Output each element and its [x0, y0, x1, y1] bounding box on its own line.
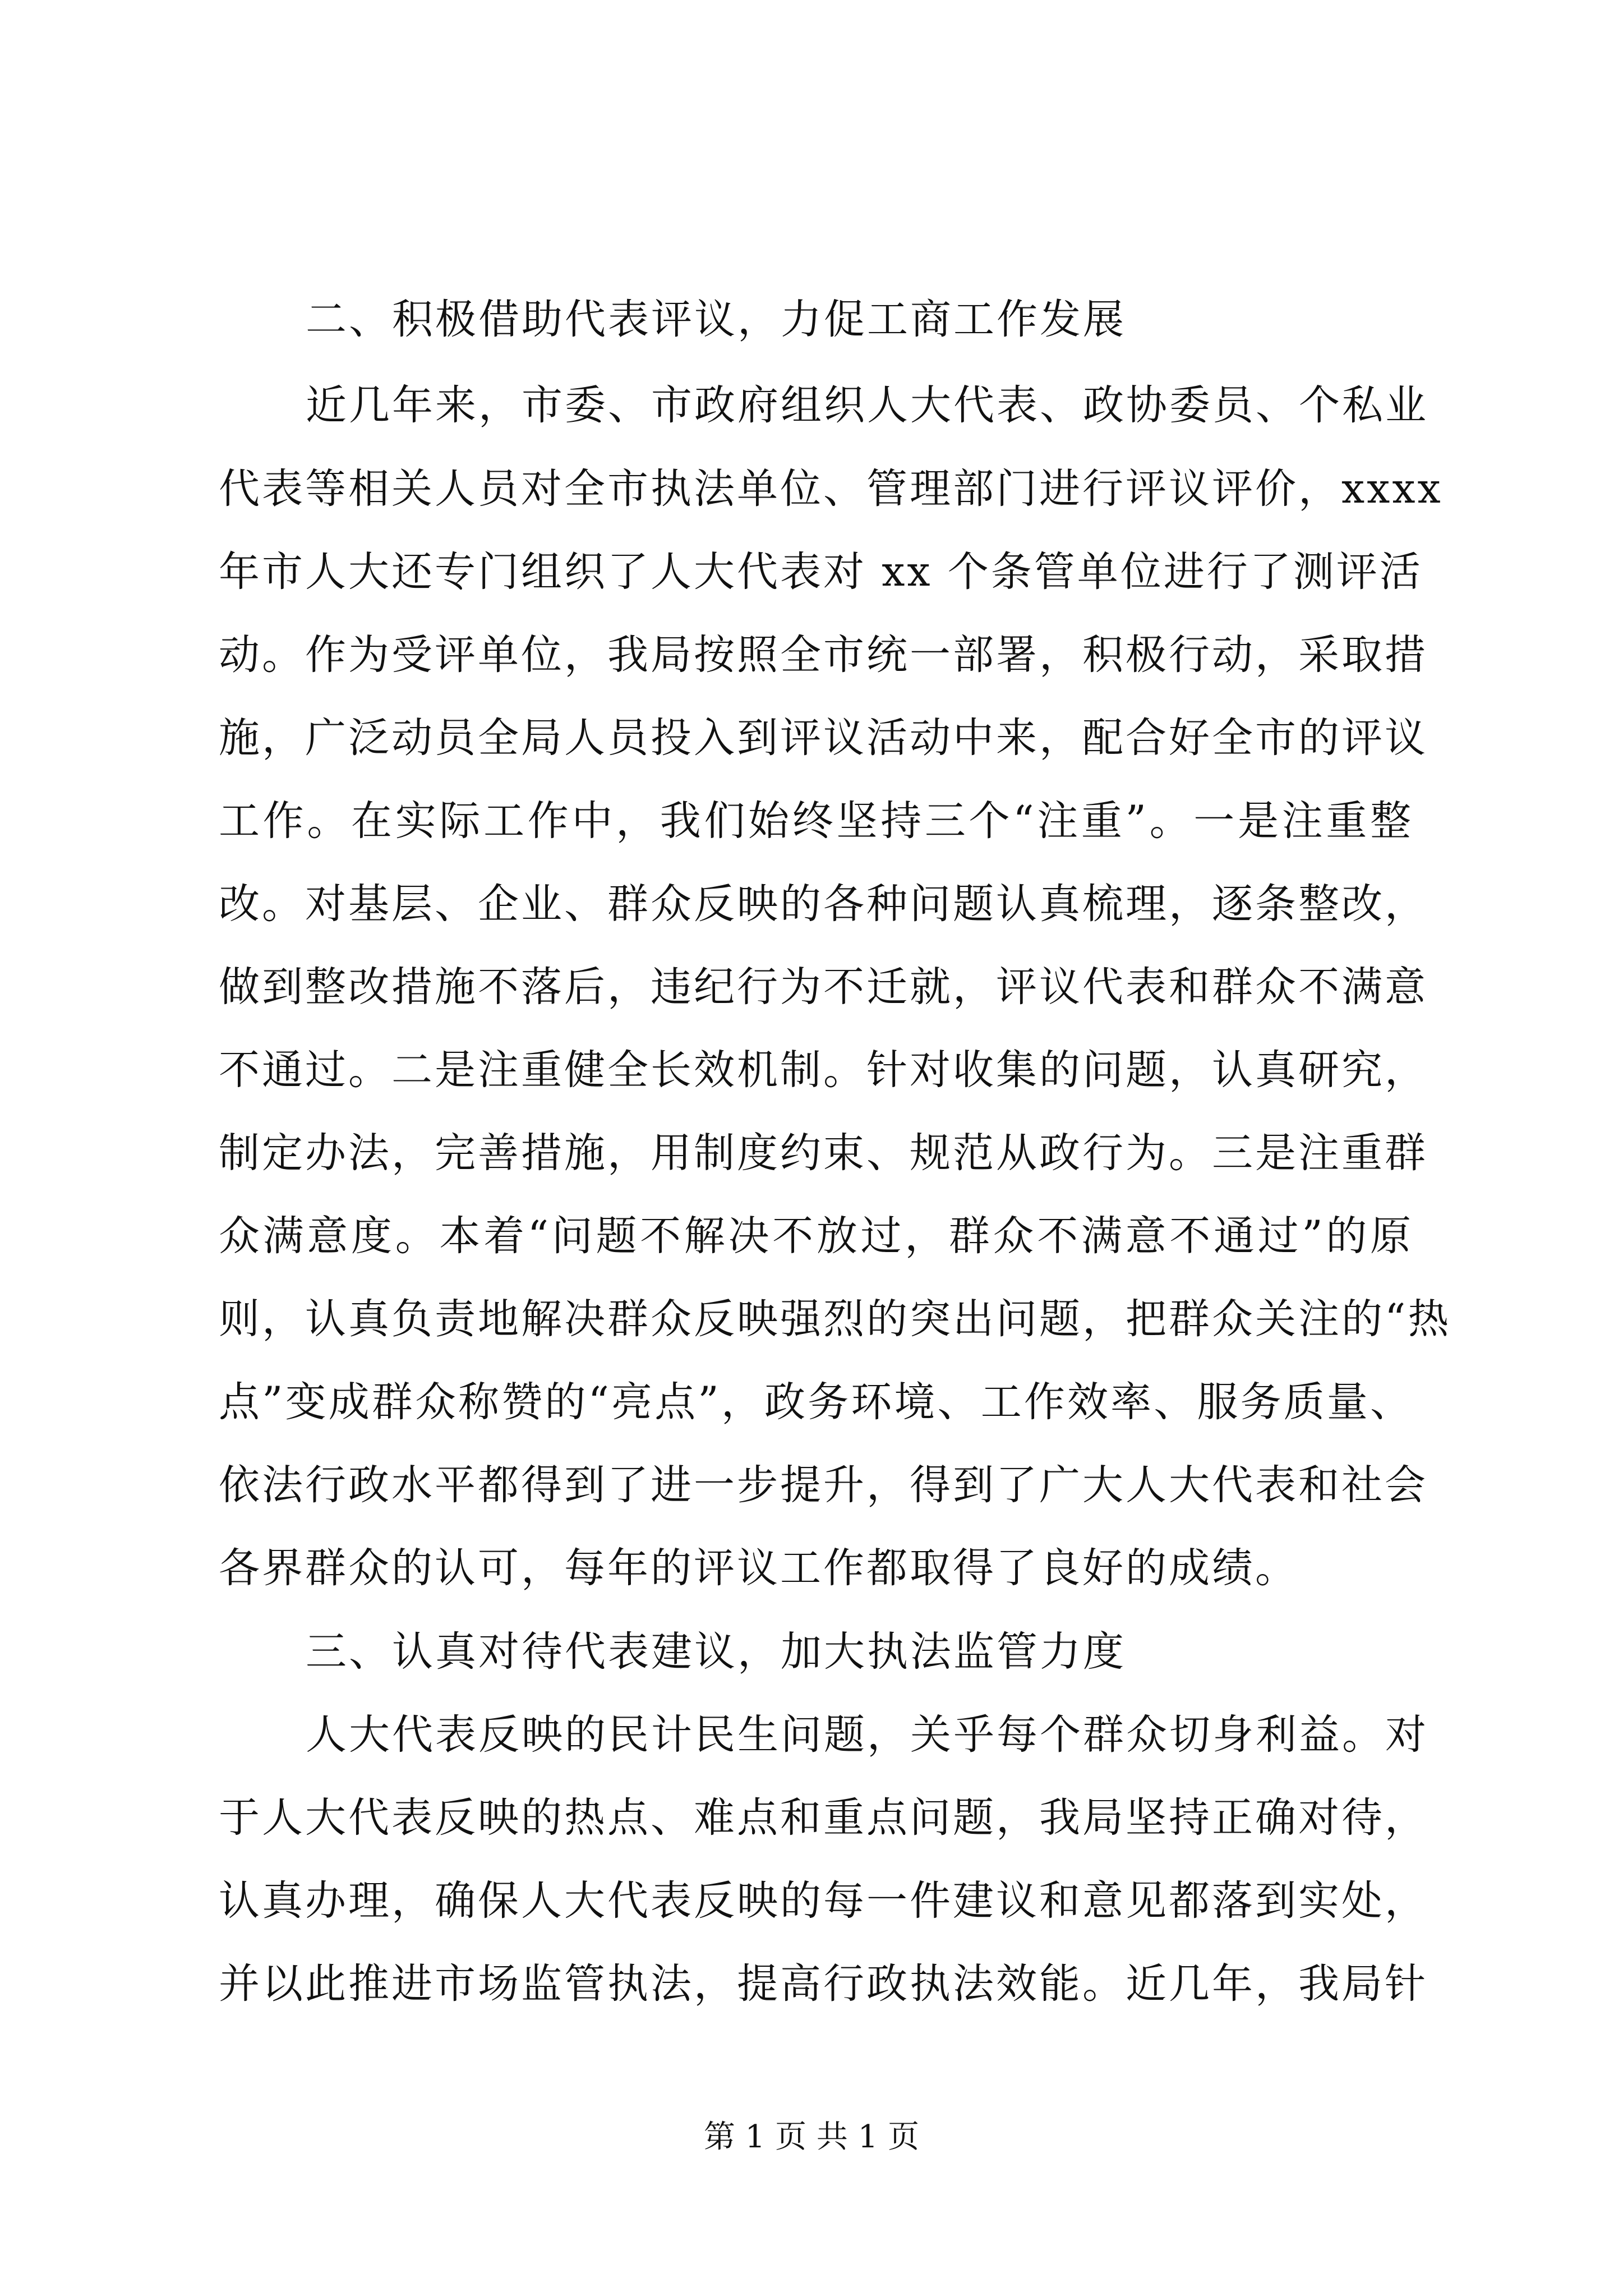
- section-heading-2: 二、积极借助代表评议，力促工商工作发展: [306, 296, 1126, 343]
- paragraph-line: 点”变成群众称赞的“亮点”，政务环境、工作效率、服务质量、: [219, 1378, 1413, 1426]
- page-number-footer: 第 1 页 共 1 页: [703, 2119, 920, 2155]
- paragraph-line: 并以此推进市场监管执法，提高行政执法效能。近几年，我局针: [219, 1960, 1428, 2008]
- paragraph-line: 施，广泛动员全局人员投入到评议活动中来，配合好全市的评议: [219, 714, 1428, 762]
- paragraph-line: 制定办法，完善措施，用制度约束、规范从政行为。三是注重群: [219, 1129, 1428, 1177]
- paragraph-line: 依法行政水平都得到了进一步提升，得到了广大人大代表和社会: [219, 1461, 1428, 1509]
- paragraph-line: 做到整改措施不落后，违纪行为不迁就，评议代表和群众不满意: [219, 963, 1428, 1011]
- paragraph-line: 代表等相关人员对全市执法单位、管理部门进行评议评价，xxxx: [219, 465, 1443, 513]
- paragraph-line: 近几年来，市委、市政府组织人大代表、政协委员、个私业: [306, 381, 1428, 429]
- paragraph-line: 则，认真负责地解决群众反映强烈的突出问题，把群众关注的“热: [219, 1295, 1451, 1343]
- paragraph-line: 改。对基层、企业、群众反映的各种问题认真梳理，逐条整改，: [219, 880, 1428, 928]
- paragraph-line: 年市人大还专门组织了人大代表对 xx 个条管单位进行了测评活: [219, 548, 1423, 596]
- paragraph-line: 不通过。二是注重健全长效机制。针对收集的问题，认真研究，: [219, 1046, 1428, 1094]
- paragraph-line: 认真办理，确保人大代表反映的每一件建议和意见都落到实处，: [219, 1877, 1428, 1925]
- paragraph-line: 众满意度。本着“问题不解决不放过，群众不满意不通过”的原: [219, 1212, 1413, 1260]
- section-heading-3: 三、认真对待代表建议，加大执法监管力度: [306, 1628, 1126, 1676]
- paragraph-line: 工作。在实际工作中，我们始终坚持三个“注重”。一是注重整: [219, 797, 1413, 845]
- paragraph-line: 各界群众的认可，每年的评议工作都取得了良好的成绩。: [219, 1544, 1298, 1592]
- paragraph-line: 人大代表反映的民计民生问题，关乎每个群众切身利益。对: [306, 1711, 1428, 1759]
- paragraph-line: 动。作为受评单位，我局按照全市统一部署，积极行动，采取措: [219, 631, 1428, 679]
- paragraph-line: 于人大代表反映的热点、难点和重点问题，我局坚持正确对待，: [219, 1794, 1428, 1842]
